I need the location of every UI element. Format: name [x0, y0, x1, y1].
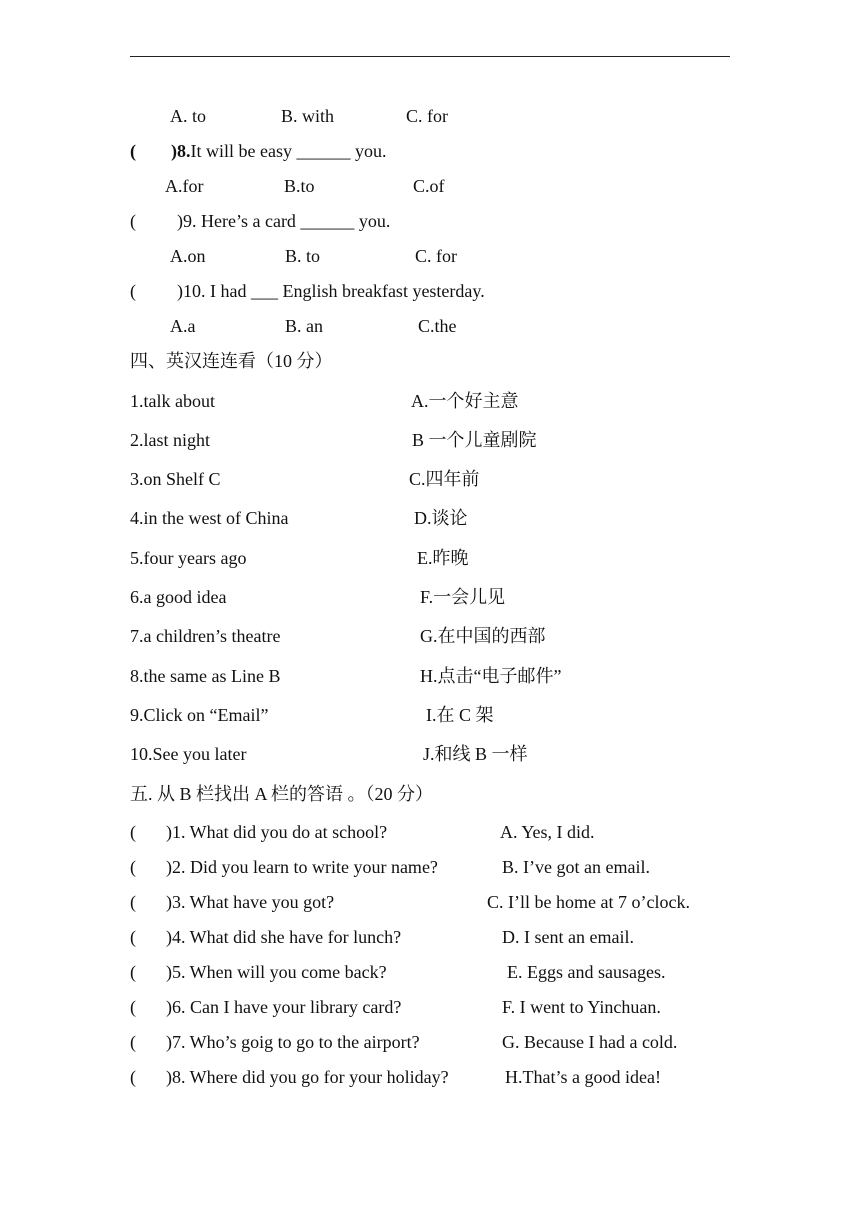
- match-right-item: I.在 C 架: [426, 705, 494, 725]
- match-right-item: A.一个好主意: [411, 391, 519, 411]
- match-left-item: 6.a good idea: [130, 587, 227, 607]
- question-paren: (: [130, 962, 136, 982]
- match-right-item: J.和线 B 一样: [423, 744, 528, 764]
- match-right-item: B 一个儿童剧院: [412, 430, 537, 450]
- question-paren: (: [130, 892, 136, 912]
- q9-option-b: B. to: [285, 246, 321, 266]
- question-text: )4. What did she have for lunch?: [166, 927, 402, 947]
- question-text: )8. Where did you go for your holiday?: [166, 1067, 449, 1087]
- q10-option-c: C.the: [418, 316, 457, 336]
- q9-question: )9. Here’s a card ______ you.: [177, 211, 391, 231]
- answer-text: D. I sent an email.: [502, 927, 634, 947]
- question-text: )1. What did you do at school?: [166, 822, 388, 842]
- match-left-item: 7.a children’s theatre: [130, 626, 281, 646]
- answer-text: B. I’ve got an email.: [502, 857, 650, 877]
- answer-text: C. I’ll be home at 7 o’clock.: [487, 892, 690, 912]
- answer-text: A. Yes, I did.: [500, 822, 595, 842]
- question-paren: (: [130, 1067, 136, 1087]
- q10-question: )10. I had ___ English breakfast yesterday.: [177, 281, 485, 301]
- q9-option-c: C. for: [415, 246, 457, 266]
- q7-option-b: B. with: [281, 106, 335, 126]
- match-left-item: 2.last night: [130, 430, 210, 450]
- q10-option-b: B. an: [285, 316, 323, 336]
- question-paren: (: [130, 997, 136, 1017]
- match-right-item: E.昨晚: [417, 548, 469, 568]
- question-text: )6. Can I have your library card?: [166, 997, 402, 1017]
- question-paren: (: [130, 927, 136, 947]
- match-right-item: G.在中国的西部: [420, 626, 546, 646]
- answer-text: H.That’s a good idea!: [505, 1067, 661, 1087]
- q8-text: It will be easy ______ you.: [190, 141, 387, 161]
- q8-option-b: B.to: [284, 176, 315, 196]
- match-right-item: F.一会儿见: [420, 587, 506, 607]
- question-paren: (: [130, 857, 136, 877]
- q10-option-a: A.a: [170, 316, 196, 336]
- question-paren: (: [130, 1032, 136, 1052]
- section4-heading: 四、英汉连连看（10 分）: [130, 351, 333, 371]
- q8-option-c: C.of: [413, 176, 445, 196]
- question-text: )7. Who’s goig to go to the airport?: [166, 1032, 420, 1052]
- section5-heading: 五. 从 B 栏找出 A 栏的答语 。（20 分）: [130, 784, 434, 804]
- q7-option-c: C. for: [406, 106, 448, 126]
- q9-paren: (: [130, 211, 136, 231]
- match-right-item: D.谈论: [414, 508, 468, 528]
- q9-option-a: A.on: [170, 246, 206, 266]
- match-left-item: 4.in the west of China: [130, 508, 289, 528]
- match-left-item: 3.on Shelf C: [130, 469, 221, 489]
- match-left-item: 10.See you later: [130, 744, 247, 764]
- q10-paren: (: [130, 281, 136, 301]
- q8-option-a: A.for: [165, 176, 204, 196]
- match-right-item: H.点击“电子邮件”: [420, 666, 562, 686]
- q8-paren: (: [130, 141, 136, 161]
- match-right-item: C.四年前: [409, 469, 480, 489]
- header-rule: [130, 56, 730, 57]
- match-left-item: 8.the same as Line B: [130, 666, 281, 686]
- question-paren: (: [130, 822, 136, 842]
- answer-text: F. I went to Yinchuan.: [502, 997, 661, 1017]
- match-left-item: 5.four years ago: [130, 548, 247, 568]
- match-left-item: 9.Click on “Email”: [130, 705, 269, 725]
- q8-number: )8.: [171, 141, 191, 161]
- answer-text: E. Eggs and sausages.: [507, 962, 666, 982]
- question-text: )2. Did you learn to write your name?: [166, 857, 438, 877]
- question-text: )3. What have you got?: [166, 892, 335, 912]
- question-text: )5. When will you come back?: [166, 962, 387, 982]
- q7-option-a: A. to: [170, 106, 206, 126]
- q8-question: [171, 142, 386, 160]
- answer-text: G. Because I had a cold.: [502, 1032, 678, 1052]
- match-left-item: 1.talk about: [130, 391, 215, 411]
